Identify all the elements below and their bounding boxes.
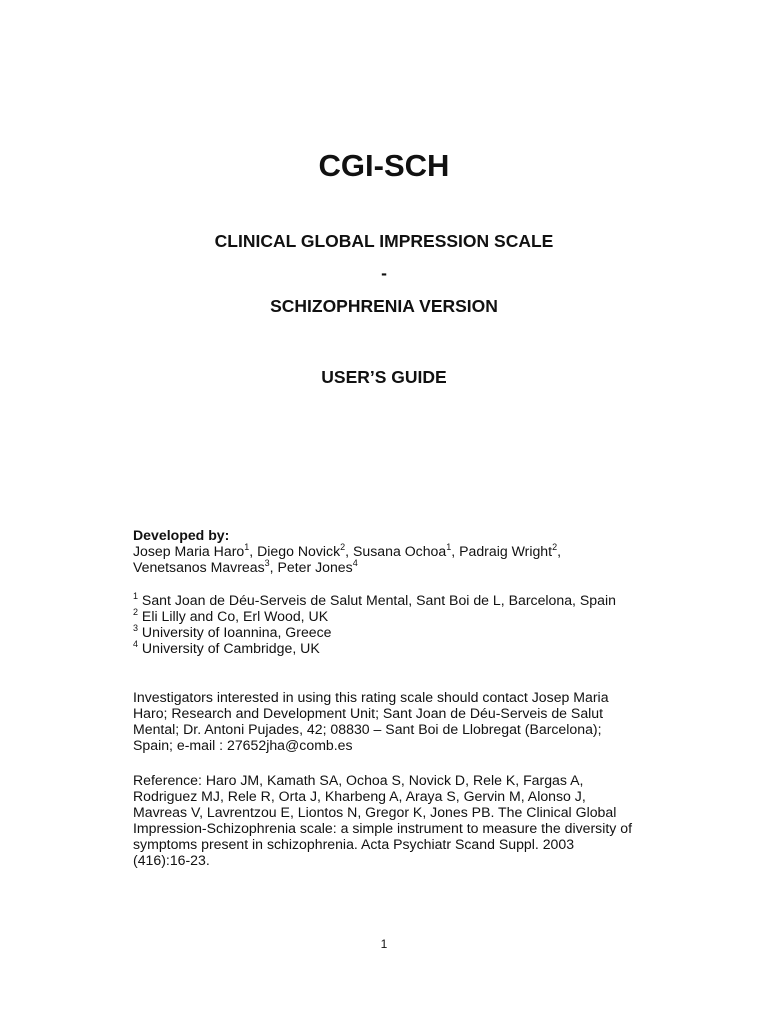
contact-line: Investigators interested in using this rating scale should contact Josep Maria (133, 689, 609, 705)
contact-paragraph (133, 689, 653, 753)
author-affiliation-mark: 3 (264, 558, 270, 568)
affiliation-text: Sant Joan de Déu-Serveis de Salut Mental, Sant Boi de L, Barcelona, Spain (138, 592, 616, 608)
subtitle-separator: - (381, 263, 387, 283)
author-affiliation-mark: 1 (244, 542, 250, 552)
affiliation-item (133, 640, 653, 656)
author-affiliation-mark: 2 (340, 542, 346, 552)
affiliations-list (133, 592, 653, 656)
reference-line: Rodriguez MJ, Rele R, Orta J, Kharbeng A, Araya S, Gervin M, Alonso J, (133, 788, 586, 804)
guide-heading: USER’S GUIDE (321, 367, 447, 387)
reference-line: symptoms present in schizophrenia. Acta Psychiatr Scand Suppl. 2003 (133, 836, 575, 852)
reference-line: Reference: Haro JM, Kamath SA, Ochoa S, Novick D, Rele K, Fargas A, (133, 772, 584, 788)
contact-line: Haro; Research and Development Unit; Sant Joan de Déu-Serveis de Salut (133, 705, 604, 721)
affiliation-mark: 3 (133, 623, 139, 633)
reference-line: Impression-Schizophrenia scale: a simple instrument to measure the diversity of (133, 820, 632, 836)
page-number: 1 (380, 937, 388, 951)
affiliation-item (133, 624, 653, 640)
author-name: Josep Maria Haro (133, 543, 245, 559)
author-name: Padraig Wright (459, 543, 553, 559)
affiliation-text: University of Ioannina, Greece (138, 624, 332, 640)
developed-by-label: Developed by: (133, 527, 230, 543)
document-title: CGI-SCH (318, 148, 450, 183)
affiliation-text: Eli Lilly and Co, Erl Wood, UK (138, 608, 329, 624)
affiliation-text: University of Cambridge, UK (138, 640, 320, 656)
author-name: Peter Jones (277, 559, 353, 575)
author-separator: , (249, 543, 258, 559)
author-separator: , (269, 559, 278, 575)
subtitle-scale-name: CLINICAL GLOBAL IMPRESSION SCALE (214, 231, 554, 251)
affiliation-item (133, 592, 653, 608)
developed-by-section (133, 527, 653, 575)
reference-line: Mavreas V, Lavrentzou E, Liontos N, Gregor K, Jones PB. The Clinical Global (133, 804, 617, 820)
author-separator: , (345, 543, 353, 559)
author-name: Venetsanos Mavreas (133, 559, 265, 575)
affiliation-mark: 4 (133, 639, 139, 649)
contact-line: Mental; Dr. Antoni Pujades, 42; 08830 – Sant Boi de Llobregat (Barcelona); (133, 721, 602, 737)
reference-paragraph (133, 772, 653, 868)
authors-line-1 (133, 543, 653, 559)
contact-line: Spain; e-mail : 27652jha@comb.es (133, 737, 353, 753)
author-affiliation-mark: 4 (352, 558, 358, 568)
author-separator: , (557, 543, 561, 559)
author-separator: , (451, 543, 460, 559)
author-affiliation-mark: 2 (552, 542, 558, 552)
reference-line: (416):16-23. (133, 852, 210, 868)
affiliation-mark: 1 (133, 591, 139, 601)
subtitle-version: SCHIZOPHRENIA VERSION (270, 296, 498, 316)
affiliation-item (133, 608, 653, 624)
author-name: Susana Ochoa (352, 543, 447, 559)
affiliation-mark: 2 (133, 607, 139, 617)
authors-line-2 (133, 559, 653, 575)
author-name: Diego Novick (257, 543, 341, 559)
author-affiliation-mark: 1 (446, 542, 452, 552)
